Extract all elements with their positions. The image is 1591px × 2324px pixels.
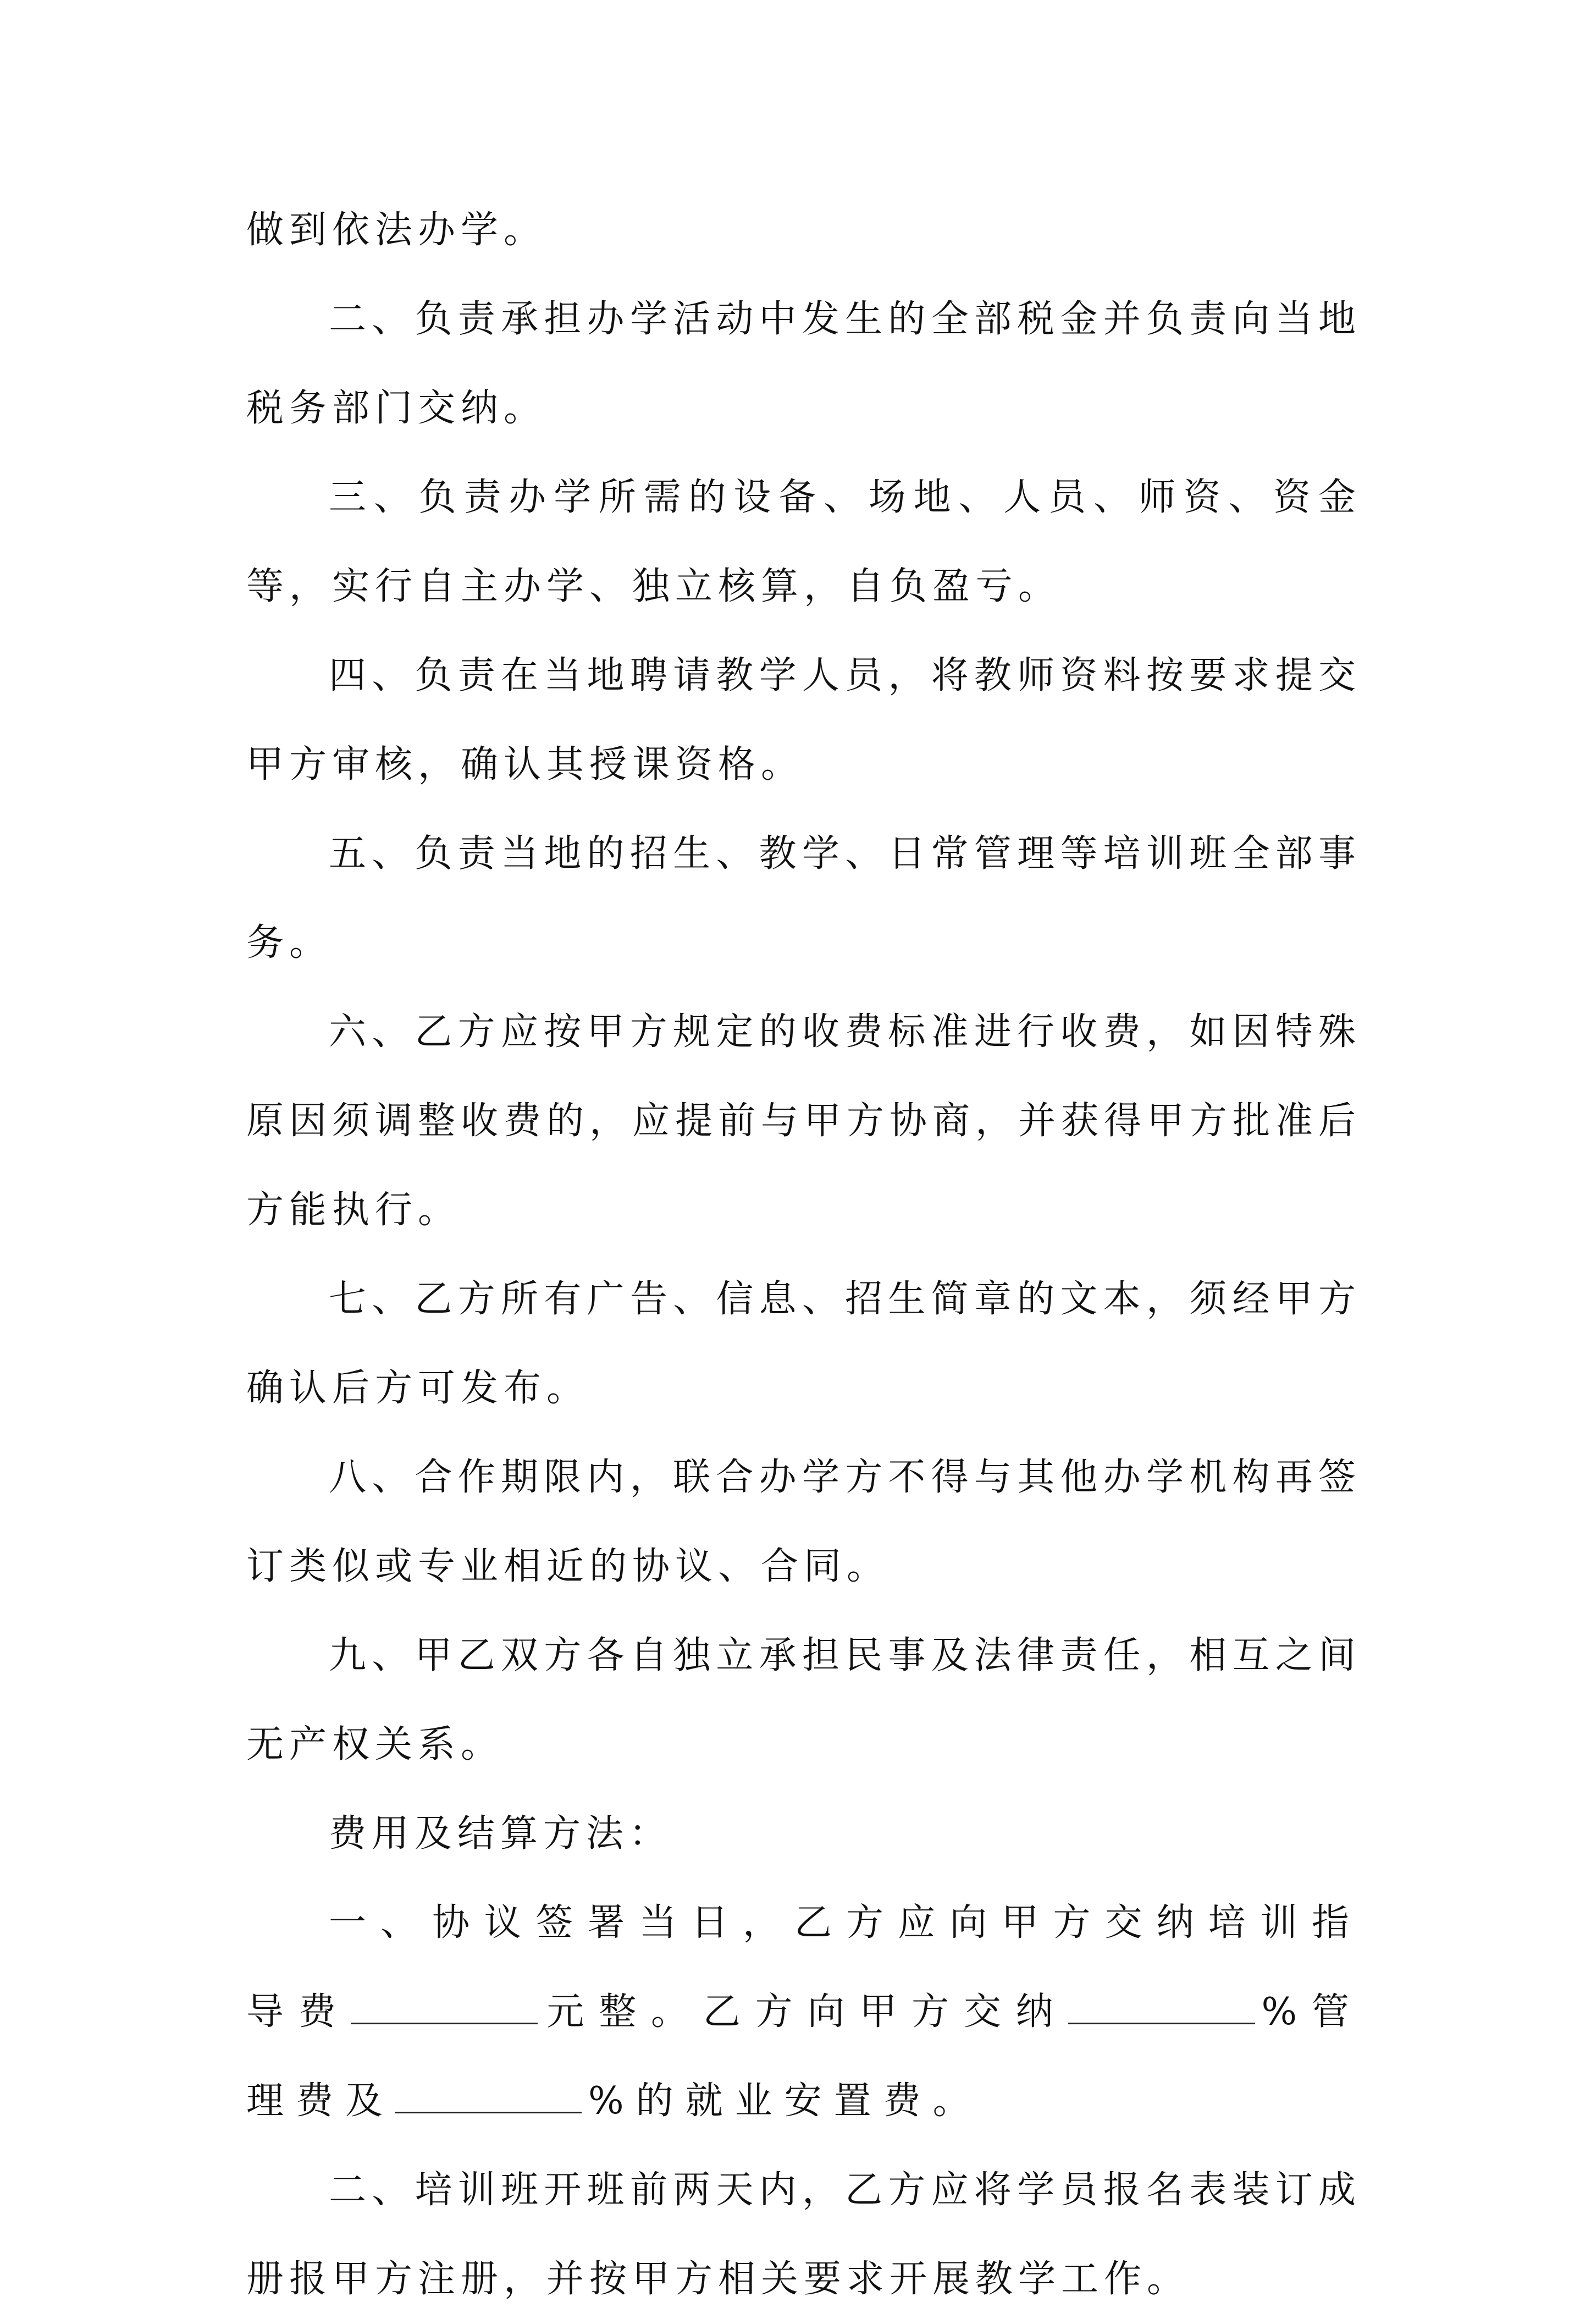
placement-fee-blank xyxy=(395,2112,582,2113)
management-fee-blank xyxy=(1068,2023,1255,2024)
document-page xyxy=(246,186,1361,2324)
clause-8: 八、合作期限内，联合办学方不得与其他办学机构再签订类似或专业相近的协议、合同。 xyxy=(246,1456,1361,1588)
clause-5: 五、负责当地的招生、教学、日常管理等培训班全部事务。 xyxy=(246,832,1361,965)
clause-6: 六、乙方应按甲方规定的收费标准进行收费，如因特殊原因须调整收费的，应提前与甲方协商，并获得甲方批准后方能执行。 xyxy=(246,1010,1362,1232)
paragraph-continuation: 做到依法办学。 xyxy=(246,208,547,252)
fee-text-3: %管理费及 xyxy=(246,1990,1361,2123)
clause-4: 四、负责在当地聘请教学人员，将教师资料按要求提交甲方审核，确认其授课资格。 xyxy=(246,654,1361,786)
fee-clause-2: 二、培训班开班前两天内，乙方应将学员报名表装订成册报甲方注册，并按甲方相关要求开展教学工作。 xyxy=(246,2168,1361,2301)
fee-amount-blank xyxy=(351,2023,538,2024)
clause-7: 七、乙方所有广告、信息、招生简章的文本，须经甲方确认后方可发布。 xyxy=(246,1277,1361,1410)
clause-9: 九、甲乙双方各自独立承担民事及法律责任，相互之间无产权关系。 xyxy=(246,1634,1361,1766)
fee-text-4: %的就业安置费。 xyxy=(588,2079,982,2123)
clause-3: 三、负责办学所需的设备、场地、人员、师资、资金等，实行自主办学、独立核算，自负盈亏。 xyxy=(246,476,1361,608)
fee-text-2: 元整。乙方向甲方交纳 xyxy=(544,1990,1068,2034)
fee-clause-1 xyxy=(246,1879,1361,2146)
clause-2: 二、负责承担办学活动中发生的全部税金并负责向当地税务部门交纳。 xyxy=(246,298,1361,430)
section-heading-fees: 费用及结算方法： xyxy=(329,1812,672,1855)
fee-text-1: 一、协议签署当日，乙方应向甲方交纳培训指导费 xyxy=(246,1901,1361,2034)
